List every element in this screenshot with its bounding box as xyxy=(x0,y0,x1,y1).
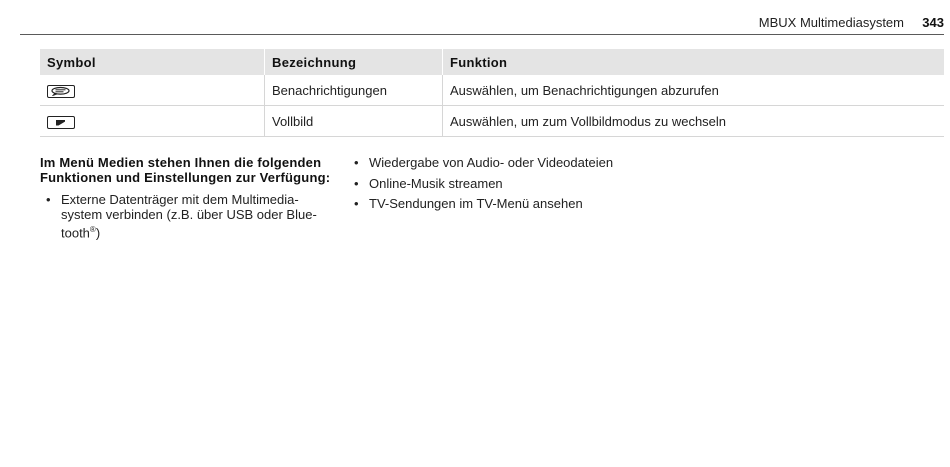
list-item-line: system verbinden (z.B. über USB oder Blue- xyxy=(61,207,317,222)
header-title: MBUX Multimediasystem xyxy=(758,15,904,30)
column-header-bezeichnung: Bezeichnung xyxy=(265,49,443,75)
list-item xyxy=(40,192,340,240)
right-bullet-list xyxy=(348,155,748,217)
list-item-text: tooth xyxy=(61,225,90,241)
intro-line: Im Menü Medien stehen Ihnen die folgenden xyxy=(40,155,322,170)
page-number: 343 xyxy=(922,15,944,30)
table-cell-bezeichnung: Vollbild xyxy=(265,106,443,137)
list-item: • Wiedergabe von Audio- oder Videodateien xyxy=(348,155,748,170)
list-item-line: • Externe Datenträger mit dem Multimedia- xyxy=(61,192,299,207)
table-cell-symbol xyxy=(40,106,265,137)
fullscreen-icon xyxy=(47,116,75,129)
column-header-funktion: Funktion xyxy=(443,49,945,75)
column-header-symbol: Symbol xyxy=(40,49,265,75)
table-cell-funktion: Auswählen, um Benachrichtigungen abzurufen xyxy=(443,75,945,106)
list-item-text: ) xyxy=(95,225,101,241)
table-cell-symbol xyxy=(40,75,265,106)
page-header xyxy=(20,8,944,35)
registered-mark: ® xyxy=(89,225,96,234)
notification-icon xyxy=(47,85,75,98)
list-item: • TV-Sendungen im TV-Menü ansehen xyxy=(348,196,748,211)
list-item-line xyxy=(61,222,340,240)
section-intro xyxy=(40,155,340,185)
table-header-row xyxy=(40,49,944,75)
table-row xyxy=(40,75,944,106)
list-item: • Online-Musik streamen xyxy=(348,176,748,191)
left-bullet-list xyxy=(40,192,340,240)
table-cell-bezeichnung: Benachrichtigungen xyxy=(265,75,443,106)
table-cell-funktion: Auswählen, um zum Vollbildmodus zu wechseln xyxy=(443,106,945,137)
intro-line: Funktionen und Einstellungen zur Verfügung: xyxy=(40,170,331,185)
symbol-table xyxy=(40,49,944,137)
table-row xyxy=(40,106,944,137)
